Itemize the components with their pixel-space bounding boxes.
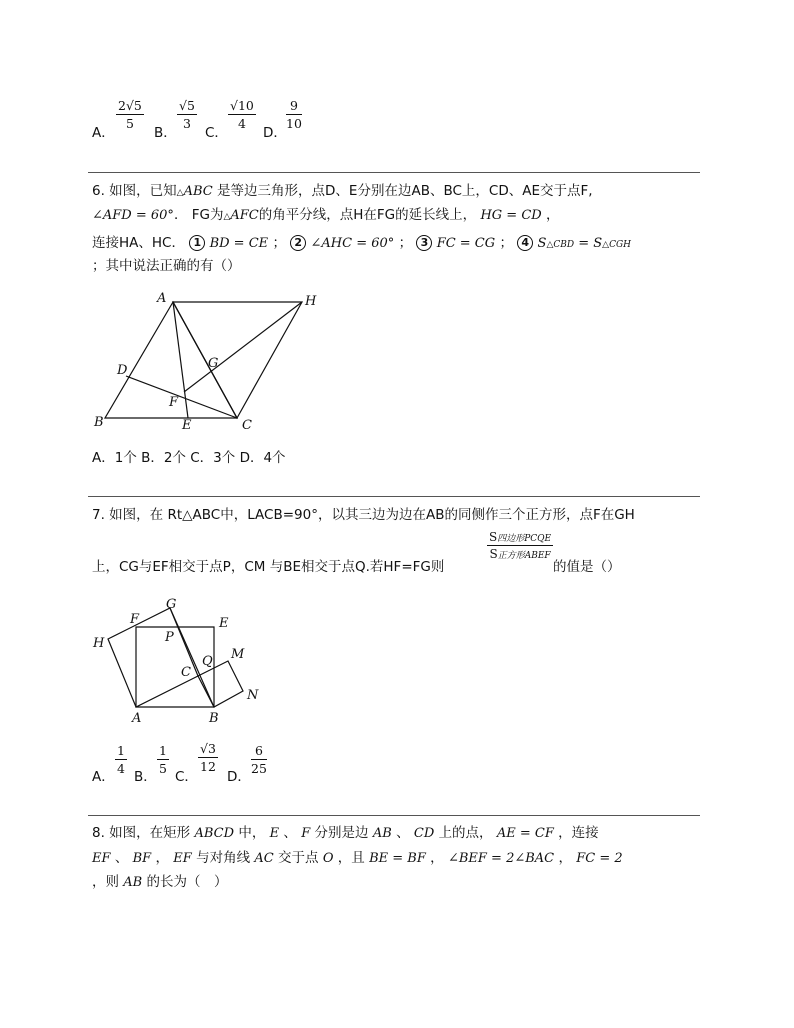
q6-figure [88, 288, 328, 438]
q6-number: 6. 如图，已知 [92, 183, 177, 199]
q6-line2: ∠AFD = 60°． FG为△AFC的角平分线，点H在FG的延长线上， HG = CD ， [92, 207, 560, 223]
q5-option-a-label: A． [92, 125, 115, 141]
q7-line2a: 上，CG与EF相交于点P，CM 与BE相交于点Q.若HF=FG则 [92, 559, 445, 575]
q6-segment-cd [126, 376, 237, 418]
q7-label-c: C [181, 665, 191, 680]
q6-label-e: E [182, 418, 192, 433]
divider-q8 [88, 815, 700, 816]
q6-afc: AFC [230, 208, 259, 223]
q7-area-ratio-fraction: S四边形PCQE S正方形ABEF [489, 530, 552, 561]
q6-label-b: B [94, 415, 104, 430]
q6-options: A．1个 B．2个 C．3个 D．4个 [92, 450, 286, 466]
q7-label-h: H [93, 636, 105, 651]
q6-statement-4: S△CBD = S△CGH [537, 236, 632, 251]
q6-line4: ；其中说法正确的有（） [92, 258, 241, 274]
q7-label-p: P [165, 630, 174, 645]
q7-option-b-fraction: 1 5 [159, 743, 167, 776]
q7-square-on-ac [108, 608, 198, 707]
q7-label-m: M [231, 647, 245, 662]
q6-text3: 的角平分线，点H在FG的延长线上， [258, 207, 477, 223]
q6-hg-cd: HG = CD [480, 208, 542, 223]
q6-line3: 连接HA、HC． 1 BD = CE ； 2 ∠AHC = 60° ； 3 FC = CG ； 4 S△CBD = S△CGH [92, 235, 632, 251]
divider-q6 [88, 172, 700, 173]
q6-abc: ABC [183, 184, 213, 199]
q6-label-h: H [305, 294, 317, 309]
q6-label-a: A [157, 291, 167, 306]
q7-line2b: 的值是（） [553, 559, 621, 575]
q7-label-a: A [132, 711, 142, 726]
q7-option-a-label: A． [92, 769, 115, 785]
q7-option-a-fraction: 1 4 [117, 743, 125, 776]
q6-statement-2: ∠AHC = 60° [310, 236, 395, 251]
q7-option-c-label: C． [175, 769, 198, 785]
q7-label-q: Q [202, 654, 213, 669]
q5-option-d-label: D． [263, 125, 287, 141]
q6-segment-ac [173, 302, 237, 418]
q7-label-n: N [247, 688, 259, 703]
q6-angle-afd: ∠AFD = 60° [92, 208, 174, 223]
q8-line1: 8. 如图，在矩形 ABCD 中， E 、 F 分别是边 AB 、 CD 上的点， AE = CF ，连接 [92, 825, 599, 841]
q6-label-g: G [208, 356, 219, 371]
circled-number-4: 4 [517, 235, 533, 251]
q5-option-c-fraction: √10 4 [230, 98, 254, 131]
q7-label-f: F [130, 612, 140, 627]
q6-text2: FG为 [191, 207, 224, 223]
triangle-symbol: △ [176, 188, 184, 198]
q7-option-d-label: D． [227, 769, 251, 785]
q7-label-b: B [209, 711, 219, 726]
q6-text4: 连接HA、HC． [92, 235, 185, 251]
q6-text1: 是等边三角形，点D、E分别在边AB、BC上，CD、AE交于点F, [217, 183, 593, 199]
circled-number-1: 1 [189, 235, 205, 251]
q8-line2: EF 、 BF ， EF 与对角线 AC 交于点 O ，且 BE = BF ， ∠BEF = 2∠BAC ， FC = 2 [92, 850, 623, 866]
q6-line1 [92, 182, 593, 202]
q7-option-b-label: B． [134, 769, 157, 785]
q5-option-b-fraction: √5 3 [179, 98, 195, 131]
q6-segment-fh [184, 302, 302, 392]
q5-option-b-label: B． [154, 125, 177, 141]
q7-label-e: E [219, 616, 229, 631]
circled-number-3: 3 [416, 235, 432, 251]
q6-label-d: D [117, 363, 128, 378]
q5-option-c-label: C． [205, 125, 228, 141]
q7-label-g: G [166, 597, 177, 612]
q6-statement-3: FC = CG [436, 236, 496, 251]
q7-option-d-fraction: 6 25 [251, 743, 267, 776]
q5-option-d-fraction: 9 10 [286, 98, 302, 131]
divider-q7 [88, 496, 700, 497]
q6-label-c: C [242, 418, 252, 433]
q8-line3: ，则 AB 的长为（ ） [92, 874, 228, 890]
q7-option-c-fraction: √3 12 [200, 741, 216, 774]
q5-option-a-fraction: 2√5 5 [118, 98, 142, 131]
q6-label-f: F [169, 395, 179, 410]
circled-number-2: 2 [290, 235, 306, 251]
q7-line1: 7. 如图，在 Rt△ABC中，LACB=90°，以其三边为边在AB的同侧作三个正方形，点F在GH [92, 507, 635, 523]
q7-figure [88, 590, 278, 730]
q6-statement-1: BD = CE [209, 236, 269, 251]
